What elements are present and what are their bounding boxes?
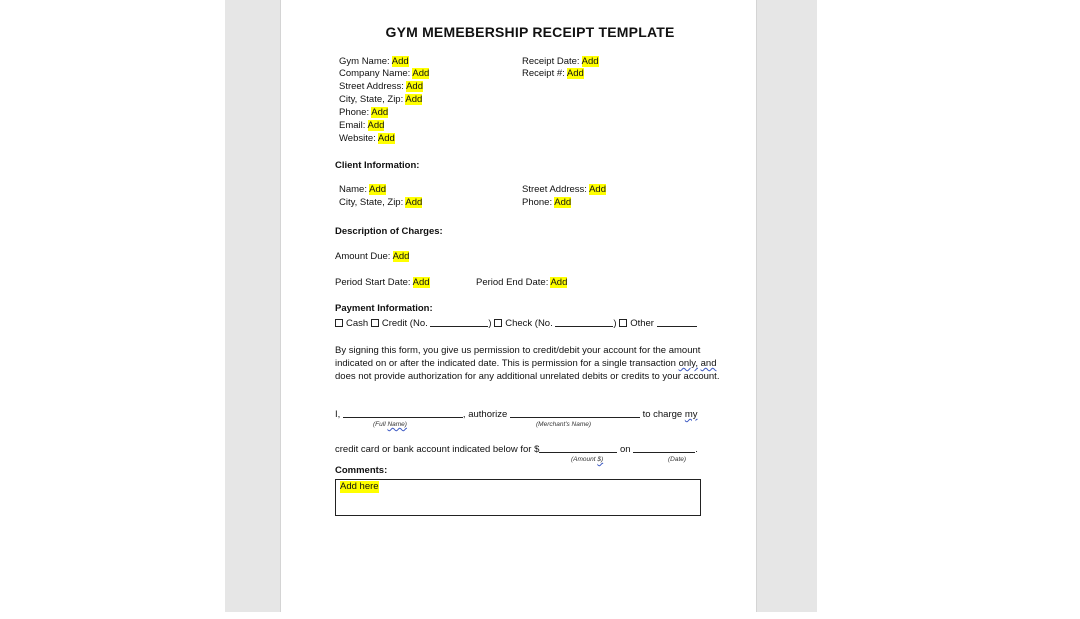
period-start-field[interactable] <box>335 277 430 289</box>
check-checkbox[interactable] <box>494 319 502 327</box>
charges-heading: Description of Charges: <box>335 226 443 237</box>
receipt-date-field[interactable] <box>522 56 599 68</box>
phone-placeholder[interactable]: Add <box>371 107 389 118</box>
merchant-name-line[interactable] <box>510 408 640 418</box>
on-label: on <box>620 444 631 455</box>
amount-due-field[interactable] <box>335 251 409 263</box>
authorization-and: and <box>700 358 717 369</box>
full-name-caption-word: Name) <box>387 421 407 428</box>
amount-caption-word: $) <box>597 456 604 463</box>
amount-line[interactable] <box>539 443 617 453</box>
other-checkbox[interactable] <box>619 319 627 327</box>
receipt-date-placeholder[interactable]: Add <box>581 56 599 67</box>
website-label: Website: <box>339 133 378 144</box>
email-label: Email: <box>339 120 368 131</box>
client-info-heading: Client Information: <box>335 160 420 171</box>
check-number-line[interactable] <box>555 317 613 327</box>
check-label: Check (No. <box>505 318 553 329</box>
check-close-paren: ) <box>613 318 617 329</box>
city-state-zip-placeholder[interactable]: Add <box>405 94 423 105</box>
client-phone-placeholder[interactable]: Add <box>554 197 572 208</box>
client-phone-label: Phone: <box>522 197 555 208</box>
email-placeholder[interactable]: Add <box>367 120 385 131</box>
client-city-placeholder[interactable]: Add <box>405 197 423 208</box>
left-margin-gutter <box>225 0 280 612</box>
cash-label: Cash <box>346 318 369 329</box>
payment-options-row <box>335 317 697 330</box>
full-name-caption <box>373 421 407 428</box>
comments-placeholder[interactable]: Add here <box>340 481 379 492</box>
credit-number-line[interactable] <box>430 317 488 327</box>
period-start-label: Period Start Date: <box>335 277 413 288</box>
authorization-line <box>335 408 698 421</box>
right-margin-gutter <box>757 0 817 612</box>
document-title: GYM MEMEBERSHIP RECEIPT TEMPLATE <box>385 24 675 40</box>
receipt-number-field[interactable] <box>522 68 584 80</box>
amount-due-placeholder[interactable]: Add <box>392 251 410 262</box>
gym-name-placeholder[interactable]: Add <box>391 56 409 67</box>
period-end-label: Period End Date: <box>476 277 551 288</box>
i-label: I, <box>335 409 341 420</box>
client-name-placeholder[interactable]: Add <box>369 184 387 195</box>
client-city-label: City, State, Zip: <box>339 197 406 208</box>
period-end-placeholder[interactable]: Add <box>550 277 568 288</box>
amount-caption-text: (Amount <box>571 456 598 463</box>
receipt-number-placeholder[interactable]: Add <box>566 68 584 79</box>
client-city-field[interactable] <box>339 197 422 209</box>
full-name-caption-text: (Full <box>373 421 388 428</box>
client-name-field[interactable] <box>339 184 386 196</box>
website-field[interactable] <box>339 133 395 145</box>
other-line[interactable] <box>657 317 697 327</box>
amount-caption <box>571 456 603 463</box>
client-street-placeholder[interactable]: Add <box>589 184 606 195</box>
credit-label: Credit (No. <box>381 318 428 329</box>
city-state-zip-label: City, State, Zip: <box>339 94 406 105</box>
authorize-label: , authorize <box>462 409 508 420</box>
amount-line-row <box>335 443 698 456</box>
phone-field[interactable] <box>339 107 388 119</box>
period-mark: . <box>695 444 698 455</box>
website-placeholder[interactable]: Add <box>377 133 395 144</box>
comments-box[interactable] <box>335 479 701 516</box>
other-label: Other <box>630 318 654 329</box>
receipt-date-label: Receipt Date: <box>522 56 582 67</box>
credit-checkbox[interactable] <box>371 319 379 327</box>
phone-label: Phone: <box>339 107 372 118</box>
date-caption: (Date) <box>668 456 687 463</box>
client-street-field[interactable] <box>522 184 606 196</box>
company-name-label: Company Name: <box>339 68 413 79</box>
authorization-text-2: does not provide authorization for any additional unrelated debits or credits to your account. <box>335 371 720 382</box>
full-name-line[interactable] <box>343 408 463 418</box>
gym-name-field[interactable] <box>339 56 409 68</box>
period-start-placeholder[interactable]: Add <box>412 277 430 288</box>
client-street-label: Street Address: <box>522 184 590 195</box>
street-address-label: Street Address: <box>339 81 407 92</box>
company-name-placeholder[interactable]: Add <box>412 68 430 79</box>
merchant-caption: (Merchant's Name) <box>536 421 592 428</box>
comments-heading: Comments: <box>335 465 388 476</box>
gym-name-label: Gym Name: <box>339 56 392 67</box>
email-field[interactable] <box>339 120 384 132</box>
street-address-placeholder[interactable]: Add <box>406 81 423 92</box>
authorization-only: only, <box>678 358 698 369</box>
period-end-field[interactable] <box>476 277 567 289</box>
authorization-paragraph <box>335 344 720 383</box>
street-address-field[interactable] <box>339 81 423 93</box>
amount-due-label: Amount Due: <box>335 251 393 262</box>
credit-line-label: credit card or bank account indicated below for $ <box>335 444 540 455</box>
client-name-label: Name: <box>339 184 370 195</box>
date-line[interactable] <box>633 443 695 453</box>
authorization-text-1: By signing this form, you give us permission to credit/debit your account for the amount indicated on or after the indicated date. This is permission for a single transaction <box>335 345 701 369</box>
client-phone-field[interactable] <box>522 197 571 209</box>
receipt-number-label: Receipt #: <box>522 68 567 79</box>
payment-heading: Payment Information: <box>335 303 433 314</box>
company-name-field[interactable] <box>339 68 429 80</box>
credit-close-paren: ) <box>488 318 492 329</box>
city-state-zip-field[interactable] <box>339 94 422 106</box>
cash-checkbox[interactable] <box>335 319 343 327</box>
my-word: my <box>684 409 698 420</box>
to-charge-label: to charge <box>642 409 683 420</box>
